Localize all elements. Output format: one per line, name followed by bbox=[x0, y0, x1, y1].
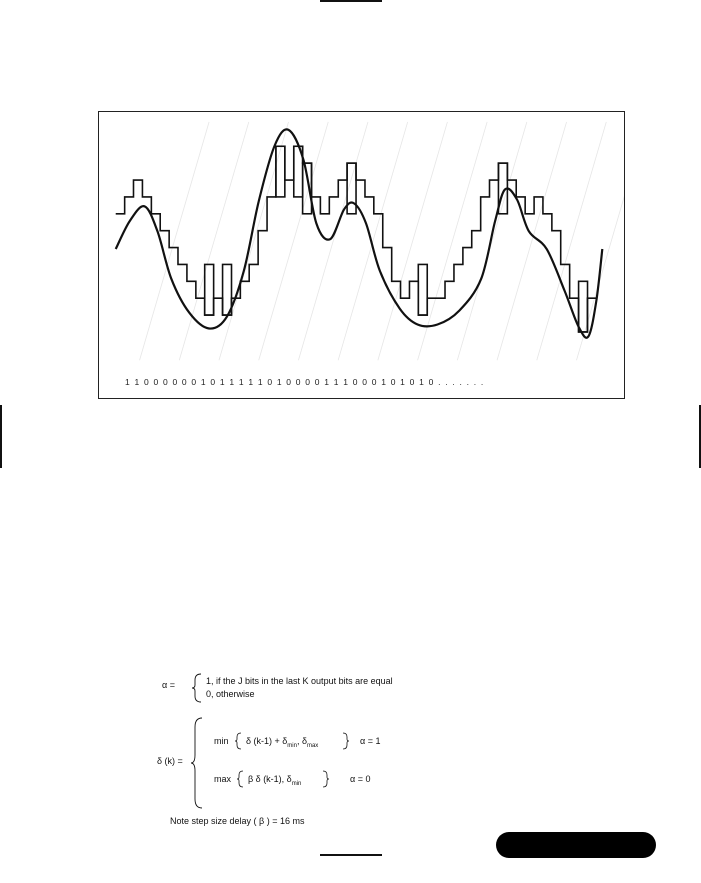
min-sep: , δ bbox=[296, 736, 307, 746]
max-args bbox=[248, 774, 301, 787]
delta-modulation-figure bbox=[98, 111, 625, 399]
min-sub-2: max bbox=[306, 742, 319, 749]
step-pulse bbox=[223, 264, 232, 315]
top-rule bbox=[320, 0, 382, 2]
alpha-brace bbox=[191, 673, 203, 703]
min-open-brace bbox=[234, 732, 242, 750]
delta-brace bbox=[190, 717, 204, 809]
step-pulse bbox=[418, 264, 427, 315]
step-size-note: Note step size delay ( β ) = 16 ms bbox=[170, 816, 305, 826]
background-line bbox=[338, 122, 408, 360]
min-label: min bbox=[214, 736, 229, 746]
max-sub: min bbox=[291, 780, 302, 787]
waveform-plot bbox=[99, 112, 624, 398]
min-close-brace bbox=[342, 732, 350, 750]
max-label: max bbox=[214, 774, 232, 784]
max-args-text: β δ (k-1), δ bbox=[248, 774, 292, 784]
background-line bbox=[140, 122, 210, 360]
alpha-lhs: α = bbox=[162, 680, 175, 690]
left-margin-mark bbox=[0, 405, 2, 468]
max-open-brace bbox=[236, 770, 244, 788]
delta-lhs: δ (k) = bbox=[157, 756, 183, 766]
alpha-case-1: 1, if the J bits in the last K output bits are equal bbox=[206, 676, 393, 686]
min-args-text: δ (k-1) + δ bbox=[246, 736, 288, 746]
background-line bbox=[576, 122, 624, 360]
min-args bbox=[246, 736, 318, 749]
background-line bbox=[537, 122, 607, 360]
background-line bbox=[457, 122, 527, 360]
step-pulse bbox=[205, 264, 214, 315]
bottom-rule bbox=[320, 854, 382, 856]
step-pulse bbox=[276, 146, 285, 197]
analog-signal-curve bbox=[116, 129, 603, 337]
step-pulse bbox=[579, 281, 588, 332]
black-pill-marker bbox=[496, 832, 656, 858]
background-line bbox=[298, 122, 368, 360]
background-line bbox=[219, 122, 289, 360]
min-sub-1: min bbox=[287, 742, 297, 749]
background-line bbox=[497, 122, 567, 360]
max-close-brace bbox=[322, 770, 330, 788]
max-condition: α = 0 bbox=[350, 774, 371, 784]
min-condition: α = 1 bbox=[360, 736, 381, 746]
bitstream-label: 1 1 0 0 0 0 0 0 1 0 1 1 1 1 1 0 1 0 0 0 0 1 1 1 0 0 0 1 0 1 0 1 0 . . . . . . . bbox=[125, 377, 485, 387]
background-line bbox=[418, 122, 488, 360]
background-line bbox=[179, 122, 249, 360]
alpha-case-2: 0, otherwise bbox=[206, 689, 255, 699]
